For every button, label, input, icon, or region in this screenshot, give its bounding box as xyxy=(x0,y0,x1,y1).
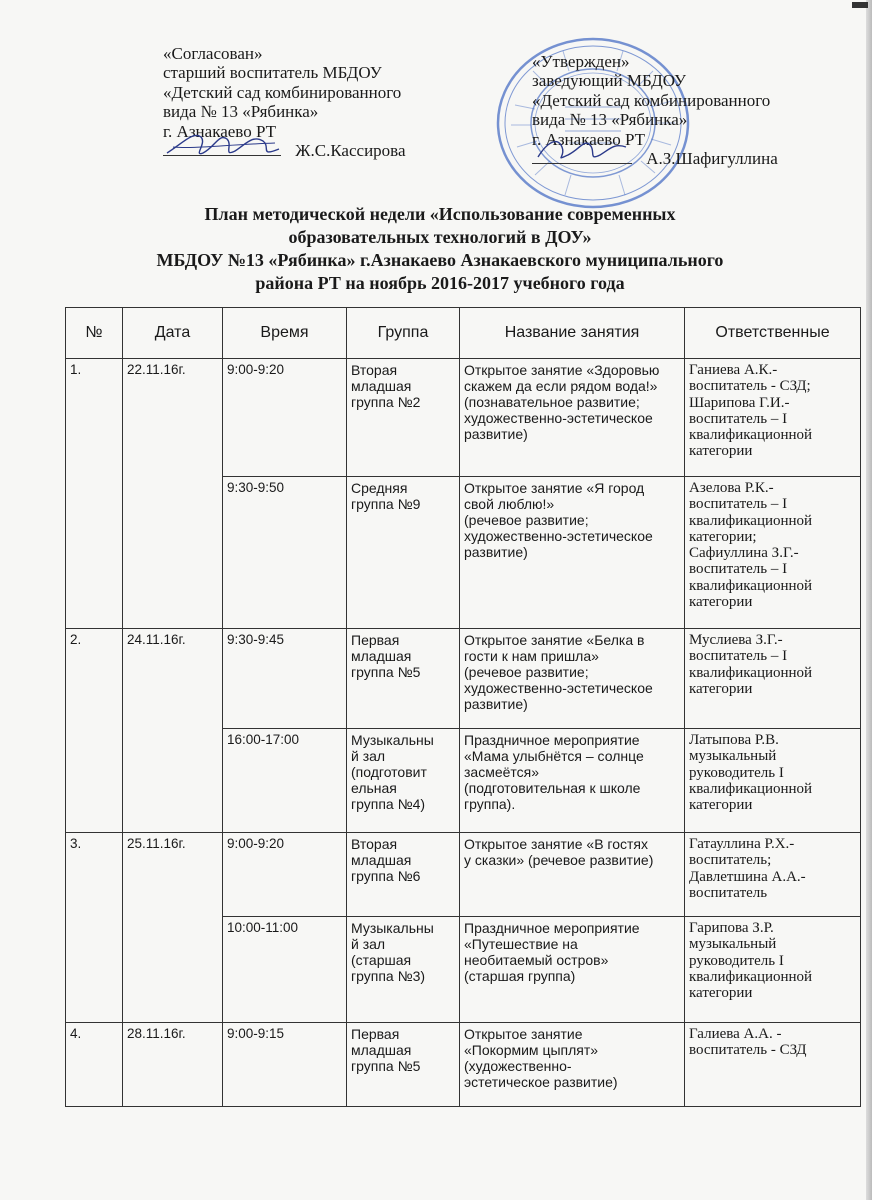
cell-activity: Открытое занятие «Здоровью скажем да если рядом вода!» (познавательное развитие; художественно-эстетическое развитие) xyxy=(460,359,685,477)
cell-number: 3. xyxy=(66,833,123,1023)
cell-group: Вторая младшая группа №6 xyxy=(347,833,460,917)
cell-date: 22.11.16г. xyxy=(123,359,223,629)
cell-responsible: Азелова Р.К.- воспитатель – I квалификационной категории; Сафиуллина З.Г.- воспитатель – I квалификационной категории xyxy=(685,477,861,629)
cell-time: 9:30-9:50 xyxy=(223,477,347,629)
signature-line xyxy=(532,149,632,164)
approval-line: вида № 13 «Рябинка» xyxy=(163,102,319,122)
header-activity: Название занятия xyxy=(460,308,685,359)
cell-responsible: Муслиева З.Г.- воспитатель – I квалификационной категории xyxy=(685,629,861,729)
cell-group: Первая младшая группа №5 xyxy=(347,629,460,729)
approval-line: «Детский сад комбинированного xyxy=(532,90,771,110)
schedule-body xyxy=(66,359,861,1107)
cell-number: 4. xyxy=(66,1023,123,1107)
schedule-table xyxy=(65,307,861,1107)
cell-group: Первая младшая группа №5 xyxy=(347,1023,460,1107)
cell-activity: Праздничное мероприятие «Мама улыбнётся – солнце засмеётся» (подготовительная к школе группа). xyxy=(460,729,685,833)
header-time: Время xyxy=(223,308,347,359)
header-responsible: Ответственные xyxy=(685,308,861,359)
table-row xyxy=(66,629,861,729)
approval-line: г. Азнакаево РТ xyxy=(163,121,276,141)
table-row xyxy=(66,359,861,477)
cell-date: 25.11.16г. xyxy=(123,833,223,1023)
cell-time: 10:00-11:00 xyxy=(223,917,347,1023)
approval-line: старший воспитатель МБДОУ xyxy=(163,63,382,83)
approval-line: г. Азнакаево РТ xyxy=(532,129,645,149)
header-date: Дата xyxy=(123,308,223,359)
cell-activity: Открытое занятие «Я город свой люблю!» (речевое развитие; художественно-эстетическое развитие) xyxy=(460,477,685,629)
cell-group: Вторая младшая группа №2 xyxy=(347,359,460,477)
cell-group: Средняя группа №9 xyxy=(347,477,460,629)
approval-line: заведующий МБДОУ xyxy=(532,71,687,91)
cell-time: 9:00-9:20 xyxy=(223,359,347,477)
signer-name: А.З.Шафигуллина xyxy=(646,149,778,169)
approval-line: «Согласован» xyxy=(163,44,263,63)
cell-activity: Открытое занятие «В гостях у сказки» (речевое развитие) xyxy=(460,833,685,917)
scan-edge xyxy=(866,0,872,1200)
cell-time: 9:00-9:15 xyxy=(223,1023,347,1107)
cell-group: Музыкальны й зал (подготовит ельная группа №4) xyxy=(347,729,460,833)
header-number: № xyxy=(66,308,123,359)
title-line: района РТ на ноябрь 2016-2017 учебного года xyxy=(255,273,625,293)
cell-responsible: Ганиева А.К.- воспитатель - СЗД; Шарипова Г.И.- воспитатель – I квалификационной категории xyxy=(685,359,861,477)
cell-time: 9:00-9:20 xyxy=(223,833,347,917)
cell-date: 28.11.16г. xyxy=(123,1023,223,1107)
cell-responsible: Латыпова Р.В. музыкальный руководитель I квалификационной категории xyxy=(685,729,861,833)
cell-responsible: Гатауллина Р.Х.- воспитатель; Давлетшина А.А.- воспитатель xyxy=(685,833,861,917)
title-line: образовательных технологий в ДОУ» xyxy=(288,227,592,247)
cell-group: Музыкальны й зал (старшая группа №3) xyxy=(347,917,460,1023)
title-line: МБДОУ №13 «Рябинка» г.Азнакаево Азнакаевского муниципального xyxy=(156,250,724,270)
cell-activity: Праздничное мероприятие «Путешествие на необитаемый остров» (старшая группа) xyxy=(460,917,685,1023)
approval-line: «Детский сад комбинированного xyxy=(163,82,402,102)
cell-responsible: Гарипова З.Р. музыкальный руководитель I квалификационной категории xyxy=(685,917,861,1023)
cell-time: 16:00-17:00 xyxy=(223,729,347,833)
cell-activity: Открытое занятие «Белка в гости к нам пришла» (речевое развитие; художественно-эстетическое развитие) xyxy=(460,629,685,729)
header-group: Группа xyxy=(347,308,460,359)
table-header-row xyxy=(66,308,861,359)
approval-block-agreed xyxy=(163,44,406,160)
table-row xyxy=(66,833,861,917)
approval-line: «Утвержден» xyxy=(532,52,630,71)
cell-number: 1. xyxy=(66,359,123,629)
cell-activity: Открытое занятие «Покормим цыплят» (художественно- эстетическое развитие) xyxy=(460,1023,685,1107)
document-title xyxy=(120,203,760,295)
cell-responsible: Галиева А.А. - воспитатель - СЗД xyxy=(685,1023,861,1107)
approval-line: вида № 13 «Рябинка» xyxy=(532,110,688,130)
cell-date: 24.11.16г. xyxy=(123,629,223,833)
title-line: План методической недели «Использование современных xyxy=(204,204,676,224)
table-row xyxy=(66,1023,861,1107)
signature-icon xyxy=(532,131,632,167)
signature-icon xyxy=(163,123,283,163)
corner-mark xyxy=(852,2,868,8)
cell-time: 9:30-9:45 xyxy=(223,629,347,729)
approval-block-approved xyxy=(532,52,778,168)
signature-line xyxy=(163,141,281,156)
signer-name: Ж.С.Кассирова xyxy=(295,141,406,161)
cell-number: 2. xyxy=(66,629,123,833)
